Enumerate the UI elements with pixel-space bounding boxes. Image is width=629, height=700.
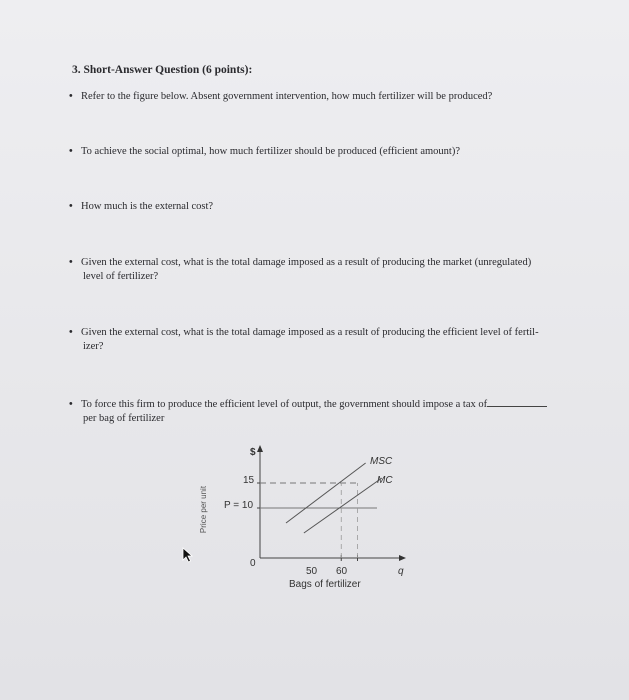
x-axis-arrow-icon: [399, 555, 406, 561]
bullet-item: [69, 256, 569, 284]
externality-chart: [180, 440, 420, 600]
bullet-dot-icon: •: [69, 327, 73, 338]
origin-label: 0: [250, 558, 256, 569]
bullet-text-continued: per bag of fertilizer: [83, 413, 165, 424]
bullet-dot-icon: •: [69, 399, 73, 410]
x-tick-60: 60: [336, 566, 348, 577]
x-axis-label: Bags of fertilizer: [289, 579, 361, 590]
y-tick-price: P = 10: [224, 500, 254, 511]
bullet-dot-icon: •: [69, 91, 73, 102]
series-line-mc: [304, 478, 382, 533]
bullet-item: [69, 396, 569, 426]
bullet-item: [69, 145, 569, 159]
mc-label: MC: [377, 475, 393, 486]
bullet-text-continued: level of fertilizer?: [83, 271, 159, 282]
bullet-item: [69, 326, 569, 354]
y-tick-15: 15: [243, 475, 255, 486]
x-tick-50: 50: [306, 566, 318, 577]
bullet-dot-icon: •: [69, 146, 73, 157]
bullet-text-continued: izer?: [83, 341, 104, 352]
y-axis-symbol: $: [250, 447, 256, 458]
bullet-text: Refer to the figure below. Absent government intervention, how much fertilizer will be produced?: [81, 91, 493, 102]
bullet-item: [69, 200, 569, 214]
bullet-text: Given the external cost, what is the total damage imposed as a result of producing the efficient level of fertil-: [81, 327, 539, 338]
bullet-item: [69, 90, 569, 104]
y-axis-arrow-icon: [257, 445, 263, 452]
question-title: 3. Short-Answer Question (6 points):: [72, 64, 253, 76]
bullet-text: To force this firm to produce the efficient level of output, the government should impose a tax of: [81, 399, 488, 410]
mouse-cursor-icon: [181, 547, 195, 563]
answer-blank[interactable]: [487, 396, 547, 407]
bullet-text: To achieve the social optimal, how much fertilizer should be produced (efficient amount)?: [81, 146, 460, 157]
msc-label: MSC: [370, 456, 393, 467]
bullet-text: Given the external cost, what is the total damage imposed as a result of producing the market (unregulated): [81, 257, 532, 268]
x-axis-symbol: q: [398, 566, 404, 577]
bullet-text: How much is the external cost?: [81, 201, 214, 212]
bullet-dot-icon: •: [69, 201, 73, 212]
bullet-dot-icon: •: [69, 257, 73, 268]
y-axis-label: Price per unit: [199, 485, 209, 534]
series-line-msc: [286, 463, 366, 523]
